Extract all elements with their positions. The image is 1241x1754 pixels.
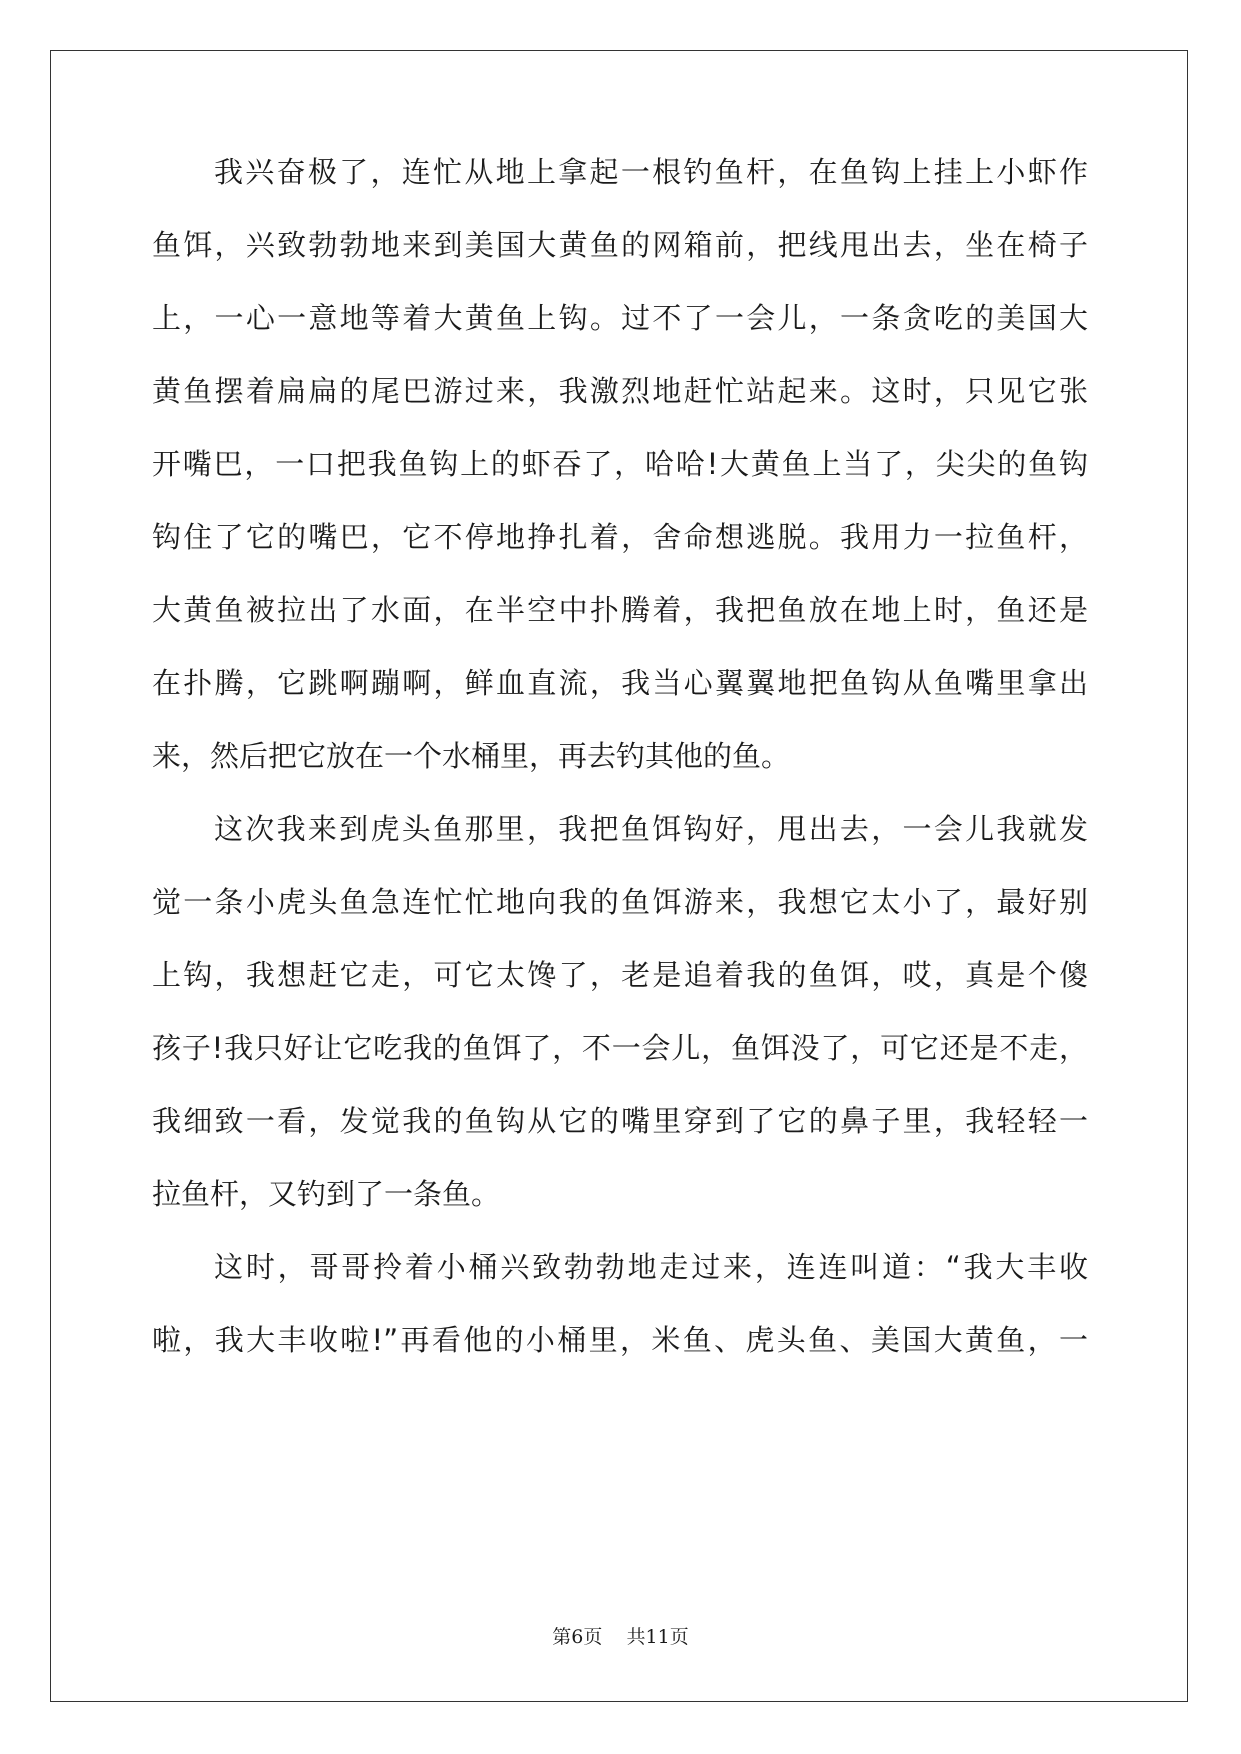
page-footer (0, 1625, 1241, 1649)
paragraph-1-line-7: 大黄鱼被拉出了水面，在半空中扑腾着，我把鱼放在地上时，鱼还是 (152, 593, 1088, 627)
paragraph-1-line-3: 上，一心一意地等着大黄鱼上钩。过不了一会儿，一条贪吃的美国大 (152, 301, 1088, 335)
paragraph-2-line-3: 上钩，我想赶它走，可它太馋了，老是追着我的鱼饵，哎，真是个傻 (152, 958, 1088, 992)
paragraph-2-line-5: 我细致一看，发觉我的鱼钩从它的嘴里穿到了它的鼻子里，我轻轻一 (152, 1104, 1088, 1138)
paragraph-1-line-4: 黄鱼摆着扁扁的尾巴游过来，我激烈地赶忙站起来。这时，只见它张 (152, 374, 1088, 408)
paragraph-2-line-1: 这次我来到虎头鱼那里，我把鱼饵钩好，甩出去，一会儿我就发 (214, 812, 1088, 846)
footer-spacer (602, 1626, 626, 1648)
paragraph-3-line-1: 这时，哥哥拎着小桶兴致勃勃地走过来，连连叫道：“我大丰收 (214, 1250, 1088, 1284)
page-total: 共11页 (626, 1626, 689, 1648)
paragraph-1-line-2: 鱼饵，兴致勃勃地来到美国大黄鱼的网箱前，把线甩出去，坐在椅子 (152, 228, 1088, 262)
paragraph-2-line-6: 拉鱼杆，又钓到了一条鱼。 (152, 1177, 501, 1211)
paragraph-2-line-4: 孩子!我只好让它吃我的鱼饵了，不一会儿，鱼饵没了，可它还是不走， (152, 1031, 1088, 1065)
paragraph-1-line-6: 钩住了它的嘴巴，它不停地挣扎着，舍命想逃脱。我用力一拉鱼杆， (152, 520, 1088, 554)
page-number: 第6页 (552, 1626, 603, 1648)
paragraph-1-line-8: 在扑腾，它跳啊蹦啊，鲜血直流，我当心翼翼地把鱼钩从鱼嘴里拿出 (152, 666, 1088, 700)
paragraph-3-line-2: 啦，我大丰收啦!”再看他的小桶里，米鱼、虎头鱼、美国大黄鱼，一 (152, 1323, 1088, 1357)
paragraph-1-line-9: 来，然后把它放在一个水桶里，再去钓其他的鱼。 (152, 739, 791, 773)
paragraph-1-line-1: 我兴奋极了，连忙从地上拿起一根钓鱼杆，在鱼钩上挂上小虾作 (214, 155, 1088, 189)
paragraph-1-line-5: 开嘴巴，一口把我鱼钩上的虾吞了，哈哈!大黄鱼上当了，尖尖的鱼钩 (152, 447, 1088, 481)
paragraph-2-line-2: 觉一条小虎头鱼急连忙忙地向我的鱼饵游来，我想它太小了，最好别 (152, 885, 1088, 919)
